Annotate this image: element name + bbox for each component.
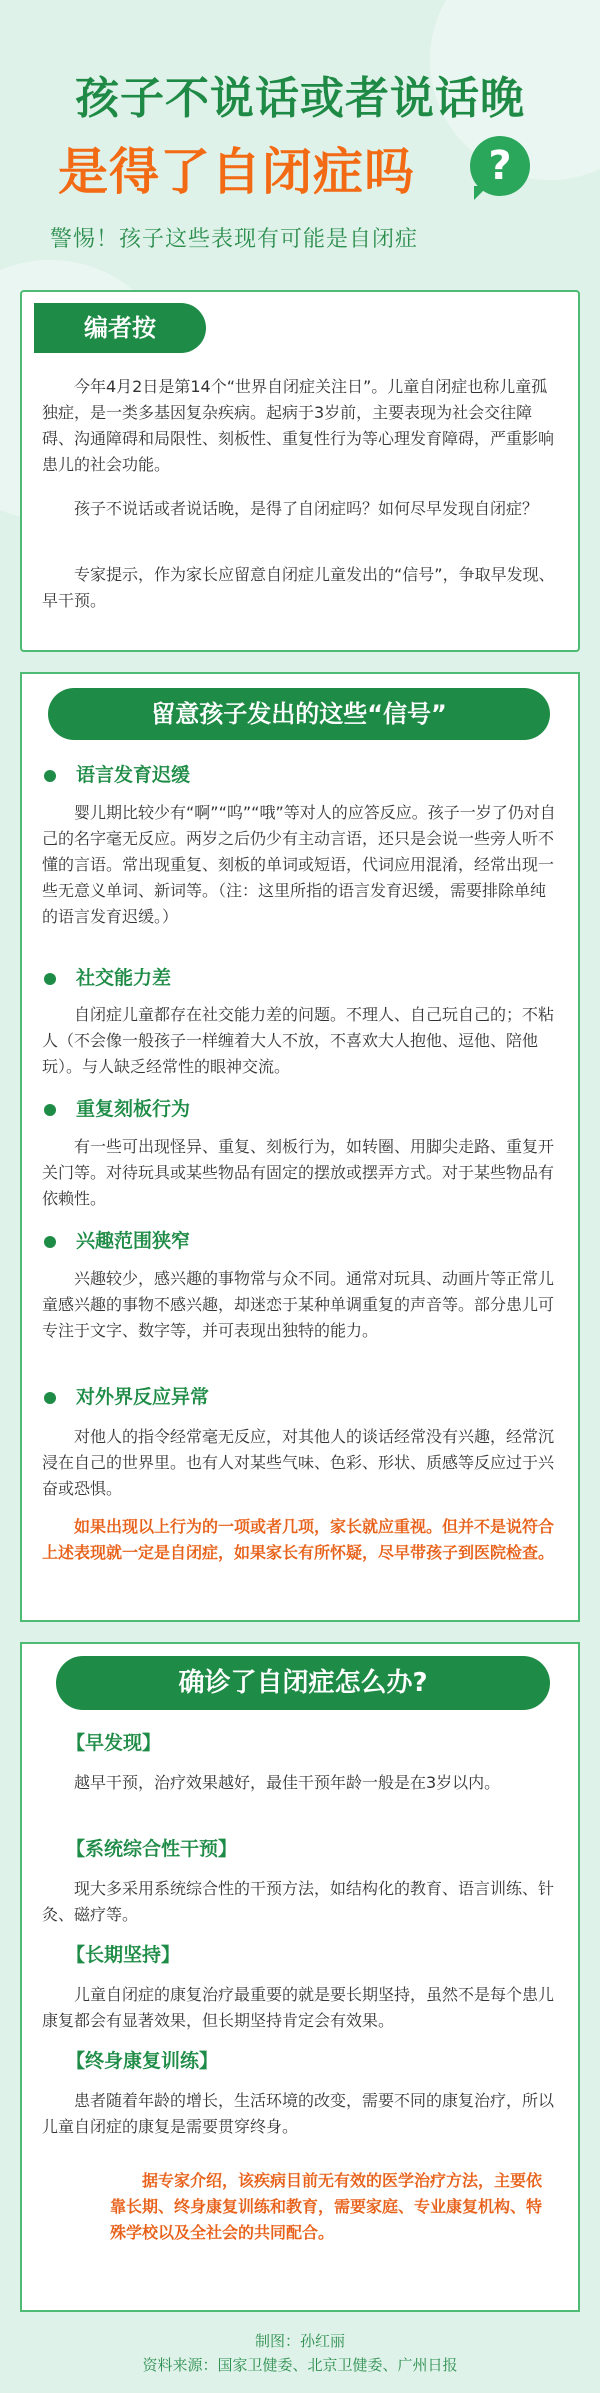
diagnosis-item-title: 【终身康复训练】 bbox=[66, 2050, 219, 2072]
signal-text: 自闭症儿童都存在社交能力差的问题。不理人、自己玩自己的；不粘人（不会像一般孩子一样缠着大人不放，不喜欢大人抱他、逗他、陪他玩）。与人缺乏经常性的眼神交流。 bbox=[42, 1005, 555, 1076]
diagnosis-note: 据专家介绍，该疾病目前无有效的医学治疗方法，主要依靠长期、终身康复训练和教育，需要家庭、专业康复机构、特殊学校以及全社会的共同配合。 bbox=[110, 2171, 543, 2242]
diagnosis-item-text: 患者随着年龄的增长，生活环境的改变，需要不同的康复治疗，所以儿童自闭症的康复是需要贯穿终身。 bbox=[42, 2091, 555, 2136]
signal-title: 重复刻板行为 bbox=[44, 1094, 190, 1121]
signal-text: 婴儿期比较少有“啊”“呜”“哦”等对人的应答反应。孩子一岁了仍对自己的名字毫无反应。两岁之后仍少有主动言语，还只是会说一些旁人听不懂的言语。常出现重复、刻板的单词或短语，代词应用混淆，经常出现一些无意义单词、新词等。（注：这里所指的语言发育迟缓，需要排除单纯的语言发育迟缓。） bbox=[42, 803, 556, 926]
bullet-dot-icon bbox=[44, 1392, 56, 1404]
editor-note-paragraph: 今年4月2日是第14个“世界自闭症关注日”。儿童自闭症也称儿童孤独症，是一类多基因复杂疾病。起病于3岁前，主要表现为社会交往障碍、沟通障碍和局限性、刻板性、重复性行为等心理发育障碍，严重影响患儿的社会功能。 bbox=[42, 377, 555, 474]
signal-title: 兴趣范围狭窄 bbox=[44, 1226, 190, 1253]
bullet-dot-icon bbox=[44, 1236, 56, 1248]
diagnosis-item-text: 越早干预，治疗效果越好，最佳干预年龄一般是在3岁以内。 bbox=[74, 1773, 501, 1792]
diagnosis-item-title: 【系统综合性干预】 bbox=[66, 1838, 238, 1860]
bullet-dot-icon bbox=[44, 973, 56, 985]
bullet-dot-icon bbox=[44, 770, 56, 782]
signal-title: 社交能力差 bbox=[44, 963, 171, 990]
signal-text: 对他人的指令经常毫无反应，对其他人的谈话经常没有兴趣，经常沉浸在自己的世界里。也有人对某些气味、色彩、形状、质感等反应过于兴奋或恐惧。 bbox=[42, 1427, 555, 1498]
signal-title: 对外界反应异常 bbox=[44, 1382, 209, 1409]
signal-text: 兴趣较少，感兴趣的事物常与众不同。通常对玩具、动画片等正常儿童感兴趣的事物不感兴趣，却迷恋于某种单调重复的声音等。部分患儿可专注于文字、数字等，并可表现出独特的能力。 bbox=[42, 1269, 555, 1340]
footer-maker: 制图：孙红丽 bbox=[254, 2332, 345, 2350]
diagnosis-item-title: 【长期坚持】 bbox=[66, 1944, 181, 1966]
signal-text: 有一些可出现怪异、重复、刻板行为，如转圈、用脚尖走路、重复开关门等。对待玩具或某些物品有固定的摆放或摆弄方式。对于某些物品有依赖性。 bbox=[42, 1137, 555, 1208]
editor-note-label: 编者按 bbox=[34, 303, 206, 353]
page-title-line1: 孩子不说话或者说话晚 bbox=[75, 73, 525, 124]
diagnosis-item-text: 儿童自闭症的康复治疗最重要的就是要长期坚持，虽然不是每个患儿康复都会有显著效果，但长期坚持肯定会有效果。 bbox=[42, 1985, 555, 2030]
diagnosis-item-text: 现大多采用系统综合性的干预方法，如结构化的教育、语言训练、针灸、磁疗等。 bbox=[42, 1879, 555, 1924]
page-subtitle: 警惕！孩子这些表现有可能是自闭症 bbox=[50, 227, 419, 252]
diagnosis-label: 确诊了自闭症怎么办? bbox=[56, 1656, 550, 1710]
diagnosis-item-title: 【早发现】 bbox=[66, 1732, 162, 1754]
editor-note-paragraph: 孩子不说话或者说话晚，是得了自闭症吗？如何尽早发现自闭症？ bbox=[74, 499, 539, 518]
signals-label: 留意孩子发出的这些“信号” bbox=[48, 688, 550, 740]
footer-source: 资料来源：国家卫健委、北京卫健委、广州日报 bbox=[142, 2356, 458, 2374]
signal-title: 语言发育迟缓 bbox=[44, 760, 190, 787]
editor-note-paragraph: 专家提示，作为家长应留意自闭症儿童发出的“信号”，争取早发现、早干预。 bbox=[42, 565, 555, 610]
signals-warning: 如果出现以上行为的一项或者几项，家长就应重视。但并不是说符合上述表现就一定是自闭症，如果家长有所怀疑，尽早带孩子到医院检查。 bbox=[42, 1517, 555, 1562]
question-bubble-icon: ? bbox=[470, 136, 530, 196]
page-title-line2: 是得了自闭症吗 bbox=[58, 143, 415, 201]
bullet-dot-icon bbox=[44, 1104, 56, 1116]
